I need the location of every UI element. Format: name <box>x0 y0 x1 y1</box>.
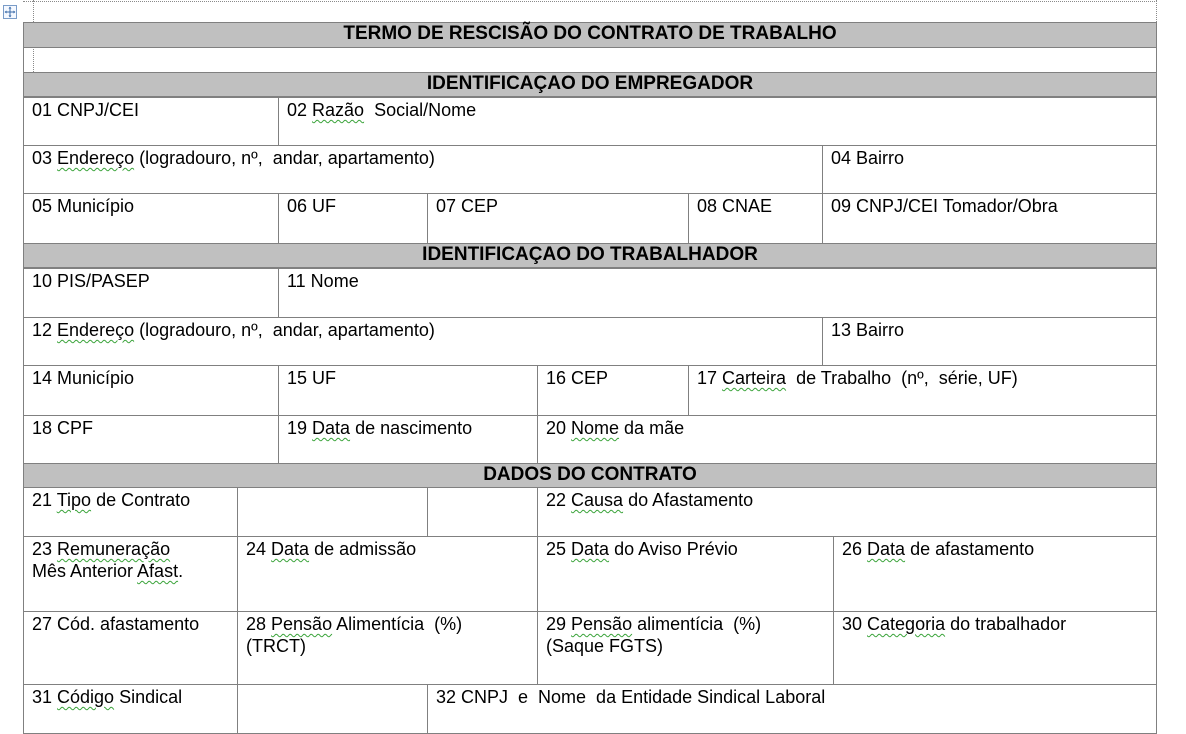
table-move-handle-icon[interactable] <box>3 5 17 19</box>
field-label: (Saque FGTS) <box>546 636 664 656</box>
field-number: 02 <box>287 100 313 120</box>
field-label: de afastamento <box>905 539 1035 559</box>
top-margin-guide <box>23 1 1157 2</box>
field-32-entidade-sindical[interactable] <box>427 684 1157 734</box>
field-21-value-a[interactable] <box>237 487 428 537</box>
field-label: 27 Cód. afastamento <box>32 614 200 634</box>
spellcheck-word: Remuneração <box>57 539 171 559</box>
field-24-data-admissao[interactable] <box>237 536 538 612</box>
field-number: 21 <box>32 490 57 510</box>
field-number: 28 <box>246 614 272 634</box>
field-label: 32 CNPJ e Nome da Entidade Sindical Laboral <box>436 687 826 707</box>
field-number: 30 <box>842 614 868 634</box>
field-label: 09 CNPJ/CEI Tomador/Obra <box>831 196 1058 216</box>
field-02-razao-social[interactable] <box>278 97 1157 146</box>
field-06-uf[interactable] <box>278 193 428 244</box>
field-label: de Trabalho (nº, série, UF) <box>786 368 1018 388</box>
field-label: 05 Município <box>32 196 135 216</box>
field-label: Mês Anterior <box>32 561 138 581</box>
field-label: de nascimento <box>350 418 473 438</box>
field-label: alimentícia (%) <box>632 614 762 634</box>
spellcheck-word: Categoria <box>867 614 946 634</box>
spellcheck-word: Nome <box>571 418 620 438</box>
spellcheck-word: Pensão <box>571 614 633 634</box>
field-27-cod-afastamento[interactable] <box>23 611 238 685</box>
field-04-bairro[interactable] <box>822 145 1157 194</box>
field-19-data-nascimento[interactable] <box>278 415 538 464</box>
field-number: 17 <box>697 368 723 388</box>
field-number: 19 <box>287 418 313 438</box>
field-label: 13 Bairro <box>831 320 905 340</box>
field-label: (TRCT) <box>246 636 306 656</box>
spacer-row <box>23 48 1157 72</box>
field-01-cnpj-cei[interactable] <box>23 97 279 146</box>
field-label: de admissão <box>309 539 417 559</box>
spellcheck-word: Pensão <box>271 614 333 634</box>
spellcheck-word: Data <box>312 418 351 438</box>
field-31-value[interactable] <box>237 684 428 734</box>
field-11-nome[interactable] <box>278 268 1157 318</box>
field-number: 24 <box>246 539 272 559</box>
field-label: Sindical <box>114 687 183 707</box>
field-label: 04 Bairro <box>831 148 905 168</box>
field-number: 20 <box>546 418 572 438</box>
field-number: 23 <box>32 539 58 559</box>
field-30-categoria-trabalhador[interactable] <box>833 611 1157 685</box>
section-worker-header: IDENTIFICAÇAO DO TRABALHADOR <box>23 243 1157 268</box>
field-23-remuneracao[interactable] <box>23 536 238 612</box>
field-label: Alimentícia (%) <box>332 614 463 634</box>
spellcheck-word: Endereço <box>57 320 135 340</box>
field-22-causa-afastamento[interactable] <box>537 487 1157 537</box>
spellcheck-word: Código <box>57 687 115 707</box>
field-10-pis-pasep[interactable] <box>23 268 279 318</box>
field-label: 15 UF <box>287 368 337 388</box>
field-26-data-afastamento[interactable] <box>833 536 1157 612</box>
field-18-cpf[interactable] <box>23 415 279 464</box>
field-label: do trabalhador <box>945 614 1067 634</box>
field-17-carteira-trabalho[interactable] <box>688 365 1157 416</box>
field-label: 10 PIS/PASEP <box>32 271 150 291</box>
field-05-municipio[interactable] <box>23 193 279 244</box>
field-12-endereco[interactable] <box>23 317 823 366</box>
spellcheck-word: Carteira <box>722 368 787 388</box>
field-number: 26 <box>842 539 868 559</box>
field-13-bairro[interactable] <box>822 317 1157 366</box>
spellcheck-word: Afast <box>137 561 179 581</box>
field-label: 07 CEP <box>436 196 499 216</box>
field-15-uf[interactable] <box>278 365 538 416</box>
field-31-codigo-sindical[interactable] <box>23 684 238 734</box>
spellcheck-word: Tipo <box>56 490 92 510</box>
field-label: 18 CPF <box>32 418 94 438</box>
field-03-endereco[interactable] <box>23 145 823 194</box>
field-number: 31 <box>32 687 58 707</box>
spellcheck-word: Data <box>271 539 310 559</box>
field-number: 29 <box>546 614 572 634</box>
field-label: . <box>178 561 184 581</box>
field-09-cnpj-tomador[interactable] <box>822 193 1157 244</box>
document-title: TERMO DE RESCISÃO DO CONTRATO DE TRABALHO <box>23 22 1157 48</box>
field-29-pensao-fgts[interactable] <box>537 611 834 685</box>
field-28-pensao-trct[interactable] <box>237 611 538 685</box>
field-label: 16 CEP <box>546 368 609 388</box>
spellcheck-word: Endereço <box>57 148 135 168</box>
field-label: Social/Nome <box>364 100 477 120</box>
field-25-data-aviso-previo[interactable] <box>537 536 834 612</box>
field-label: (logradouro, nº, andar, apartamento) <box>134 320 435 340</box>
spellcheck-word: Razão <box>312 100 365 120</box>
field-label: da mãe <box>619 418 685 438</box>
field-number: 12 <box>32 320 58 340</box>
field-label: 08 CNAE <box>697 196 773 216</box>
field-16-cep[interactable] <box>537 365 689 416</box>
field-20-nome-mae[interactable] <box>537 415 1157 464</box>
spellcheck-word: Data <box>867 539 906 559</box>
field-label: (logradouro, nº, andar, apartamento) <box>134 148 435 168</box>
field-21-tipo-contrato[interactable] <box>23 487 238 537</box>
field-21-value-b[interactable] <box>427 487 538 537</box>
spellcheck-word: Data <box>571 539 610 559</box>
field-label: do Afastamento <box>623 490 754 510</box>
field-08-cnae[interactable] <box>688 193 823 244</box>
spellcheck-word: Causa <box>571 490 624 510</box>
field-label: de Contrato <box>91 490 191 510</box>
field-label: 14 Município <box>32 368 135 388</box>
field-14-municipio[interactable] <box>23 365 279 416</box>
field-label: 01 CNPJ/CEI <box>32 100 140 120</box>
field-label: 11 Nome <box>287 271 359 291</box>
field-number: 22 <box>546 490 572 510</box>
field-number: 25 <box>546 539 572 559</box>
field-label: 06 UF <box>287 196 337 216</box>
section-contract-header: DADOS DO CONTRATO <box>23 463 1157 488</box>
field-07-cep[interactable] <box>427 193 689 244</box>
section-employer-header: IDENTIFICAÇAO DO EMPREGADOR <box>23 72 1157 97</box>
field-number: 03 <box>32 148 58 168</box>
field-label: do Aviso Prévio <box>609 539 738 559</box>
